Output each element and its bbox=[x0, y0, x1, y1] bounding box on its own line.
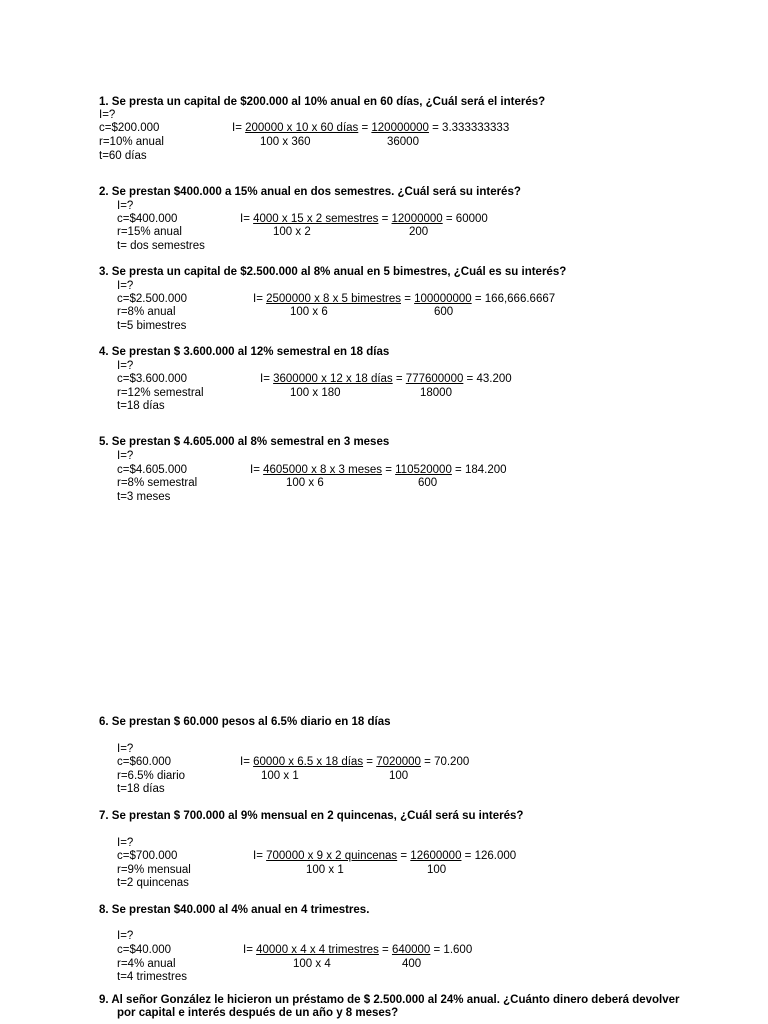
problem-5-interest-unknown: I=? bbox=[117, 450, 134, 462]
problem-5-rate: r=8% semestral bbox=[117, 477, 198, 489]
problem-3-result-denominator: 600 bbox=[434, 306, 454, 318]
problem-1-denominator: 100 x 360 bbox=[260, 136, 311, 148]
formula-numerator: 700000 x 9 x 2 quincenas bbox=[266, 850, 398, 862]
problem-6-question: 6. Se prestan $ 60.000 pesos al 6.5% diario en 18 días bbox=[99, 716, 391, 728]
problem-3-rate: r=8% anual bbox=[117, 306, 176, 318]
formula-result-numerator: 777600000 bbox=[405, 373, 464, 385]
problem-2-formula: I= 4000 x 15 x 2 semestres = 12000000 = 60000 bbox=[240, 213, 488, 225]
problem-7-result-denominator: 100 bbox=[427, 864, 447, 876]
problem-3-capital: c=$2.500.000 bbox=[117, 293, 188, 305]
problem-3-time: t=5 bimestres bbox=[117, 320, 187, 332]
problem-8-capital: c=$40.000 bbox=[117, 944, 172, 956]
problem-9-question-line-2: por capital e interés después de un año y 8 meses? bbox=[117, 1007, 399, 1019]
problem-8-denominator: 100 x 4 bbox=[293, 958, 331, 970]
problem-2-interest-unknown: I=? bbox=[117, 200, 134, 212]
formula-numerator: 4605000 x 8 x 3 meses bbox=[263, 464, 383, 476]
problem-5-time: t=3 meses bbox=[117, 491, 171, 503]
problem-9-question-line-1: 9. Al señor González le hicieron un préstamo de $ 2.500.000 al 24% anual. ¿Cuánto dinero deberá devolver bbox=[99, 994, 680, 1006]
formula-result-numerator: 100000000 bbox=[414, 293, 472, 305]
problem-4-interest-unknown: I=? bbox=[117, 360, 134, 372]
formula-numerator: 40000 x 4 x 4 trimestres bbox=[256, 944, 379, 956]
problem-7-rate: r=9% mensual bbox=[117, 864, 191, 876]
problem-3-denominator: 100 x 6 bbox=[290, 306, 328, 318]
problem-2-capital: c=$400.000 bbox=[117, 213, 178, 225]
problem-4-question: 4. Se prestan $ 3.600.000 al 12% semestral en 18 días bbox=[99, 346, 390, 358]
problem-6-interest-unknown: I=? bbox=[117, 743, 134, 755]
problem-6-denominator: 100 x 1 bbox=[261, 770, 299, 782]
problem-5-capital: c=$4.605.000 bbox=[117, 464, 188, 476]
formula-result-numerator: 7020000 bbox=[376, 756, 421, 768]
problem-5-denominator: 100 x 6 bbox=[286, 477, 324, 489]
formula-result-numerator: 120000000 bbox=[371, 122, 429, 134]
problem-5-formula: I= 4605000 x 8 x 3 meses = 110520000 = 184.200 bbox=[250, 464, 507, 476]
problem-5-question: 5. Se prestan $ 4.605.000 al 8% semestral en 3 meses bbox=[99, 436, 390, 448]
problem-7-formula: I= 700000 x 9 x 2 quincenas = 12600000 = 126.000 bbox=[253, 850, 517, 862]
problem-8-question: 8. Se prestan $40.000 al 4% anual en 4 trimestres. bbox=[99, 904, 370, 916]
formula-result-numerator: 12000000 bbox=[391, 213, 443, 225]
formula-numerator: 4000 x 15 x 2 semestres bbox=[253, 213, 379, 225]
problem-6-rate: r=6.5% diario bbox=[117, 770, 186, 782]
formula-numerator: 60000 x 6.5 x 18 días bbox=[253, 756, 364, 768]
problem-8-rate: r=4% anual bbox=[117, 958, 176, 970]
problem-2-denominator: 100 x 2 bbox=[273, 226, 311, 238]
problem-7-interest-unknown: I=? bbox=[117, 837, 134, 849]
formula-numerator: 200000 x 10 x 60 días bbox=[245, 122, 359, 134]
formula-result-numerator: 110520000 bbox=[395, 464, 452, 476]
problem-4-formula: I= 3600000 x 12 x 18 días = 777600000 = 43.200 bbox=[260, 373, 512, 385]
problem-4-time: t=18 días bbox=[117, 400, 165, 412]
problem-6-capital: c=$60.000 bbox=[117, 756, 172, 768]
problem-6-formula: I= 60000 x 6.5 x 18 días = 7020000 = 70.200 bbox=[240, 756, 470, 768]
problem-8-time: t=4 trimestres bbox=[117, 971, 187, 983]
problem-1-result-denominator: 36000 bbox=[387, 136, 419, 148]
problem-4-denominator: 100 x 180 bbox=[290, 387, 341, 399]
problem-3-formula: I= 2500000 x 8 x 5 bimestres = 100000000 = 166,666.6667 bbox=[253, 293, 556, 305]
formula-numerator: 2500000 x 8 x 5 bimestres bbox=[266, 293, 401, 305]
formula-numerator: 3600000 x 12 x 18 días bbox=[273, 373, 393, 385]
problem-7-time: t=2 quincenas bbox=[117, 877, 189, 889]
problem-1-formula: I= 200000 x 10 x 60 días = 120000000 = 3.333333333 bbox=[232, 122, 510, 134]
problem-1-interest-unknown: I=? bbox=[99, 109, 116, 121]
formula-result-numerator: 640000 bbox=[391, 944, 431, 956]
problem-4-rate: r=12% semestral bbox=[117, 387, 204, 399]
problem-7-question: 7. Se prestan $ 700.000 al 9% mensual en 2 quincenas, ¿Cuál será su interés? bbox=[99, 810, 524, 822]
problem-2-time: t= dos semestres bbox=[117, 240, 205, 252]
problem-5-result-denominator: 600 bbox=[418, 477, 438, 489]
problem-8-interest-unknown: I=? bbox=[117, 930, 134, 942]
problem-7-denominator: 100 x 1 bbox=[306, 864, 344, 876]
problem-2-rate: r=15% anual bbox=[117, 226, 182, 238]
problem-1-capital: c=$200.000 bbox=[99, 122, 160, 134]
problem-2-result-denominator: 200 bbox=[409, 226, 429, 238]
problem-6-time: t=18 días bbox=[117, 783, 165, 795]
problem-1-question: 1. Se presta un capital de $200.000 al 10% anual en 60 días, ¿Cuál será el interés? bbox=[99, 96, 546, 108]
problem-4-capital: c=$3.600.000 bbox=[117, 373, 188, 385]
problem-4-result-denominator: 18000 bbox=[420, 387, 452, 399]
problem-3-interest-unknown: I=? bbox=[117, 280, 134, 292]
problem-2-question: 2. Se prestan $400.000 a 15% anual en dos semestres. ¿Cuál será su interés? bbox=[99, 186, 521, 198]
problem-8-result-denominator: 400 bbox=[402, 958, 422, 970]
problem-7-capital: c=$700.000 bbox=[117, 850, 178, 862]
formula-result-numerator: 12600000 bbox=[410, 850, 462, 862]
problem-1-time: t=60 días bbox=[99, 150, 147, 162]
problem-1-rate: r=10% anual bbox=[99, 136, 164, 148]
problem-6-result-denominator: 100 bbox=[389, 770, 409, 782]
problem-8-formula: I= 40000 x 4 x 4 trimestres = 640000 = 1.600 bbox=[243, 944, 473, 956]
problem-3-question: 3. Se presta un capital de $2.500.000 al 8% anual en 5 bimestres, ¿Cuál es su interés? bbox=[99, 266, 567, 278]
